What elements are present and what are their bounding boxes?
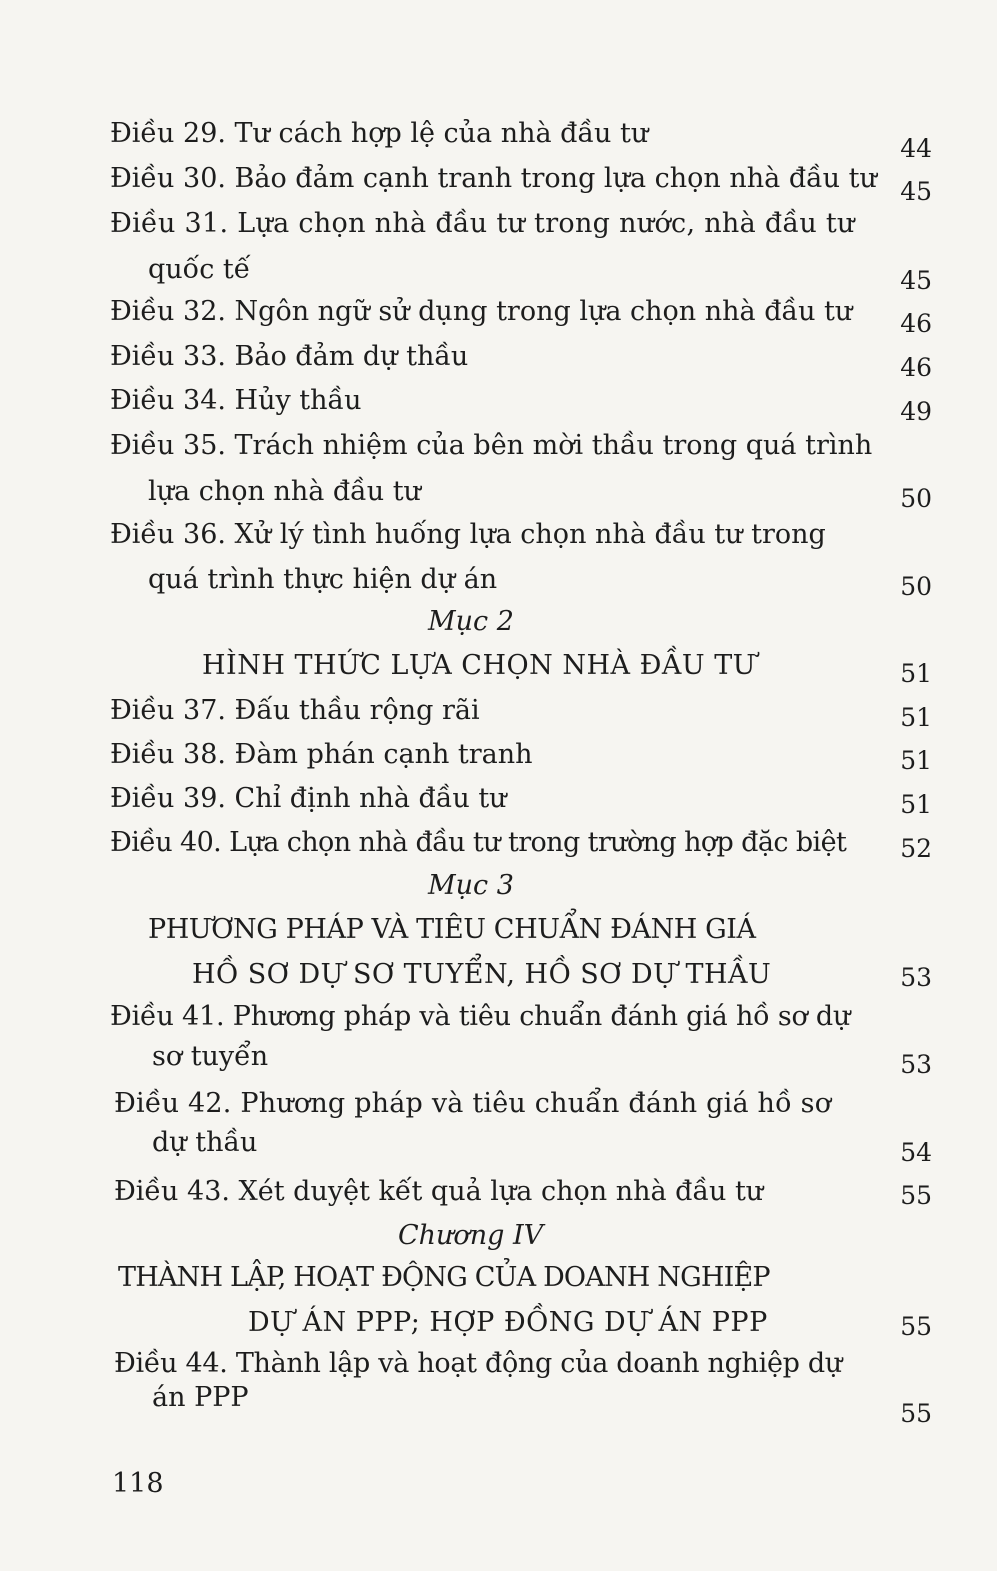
toc-entry-dieu-37: Điều 37. Đấu thầu rộng rãi <box>110 695 480 726</box>
section-title-muc-3-line1: PHƯƠNG PHÁP VÀ TIÊU CHUẨN ĐÁNH GIÁ <box>148 914 756 945</box>
toc-page-dieu-36: 50 <box>900 572 932 601</box>
toc-page-dieu-30: 45 <box>900 177 932 206</box>
toc-page-dieu-32: 46 <box>900 309 932 338</box>
toc-page-dieu-39: 51 <box>900 790 932 819</box>
toc-entry-dieu-44-cont: án PPP <box>152 1382 249 1413</box>
section-title-muc-3-line2: HỒ SƠ DỰ SƠ TUYỂN, HỒ SƠ DỰ THẦU <box>192 959 772 990</box>
toc-page-muc-2: 51 <box>900 659 932 688</box>
toc-entry-dieu-42: Điều 42. Phương pháp và tiêu chuẩn đánh giá hồ sơ <box>114 1088 832 1119</box>
toc-entry-dieu-31: Điều 31. Lựa chọn nhà đầu tư trong nước, nhà đầu tư <box>110 208 855 239</box>
toc-entry-dieu-36: Điều 36. Xử lý tình huống lựa chọn nhà đầu tư trong <box>110 519 826 550</box>
toc-page-dieu-37: 51 <box>900 703 932 732</box>
toc-entry-dieu-39: Điều 39. Chỉ định nhà đầu tư <box>110 783 507 814</box>
toc-page-dieu-42: 54 <box>900 1138 932 1167</box>
toc-page-muc-3: 53 <box>900 963 932 992</box>
chapter-label-chuong-4: Chương IV <box>398 1220 544 1251</box>
toc-page-chuong-4: 55 <box>900 1312 932 1341</box>
toc-page-dieu-44: 55 <box>900 1399 932 1428</box>
toc-entry-dieu-38: Điều 38. Đàm phán cạnh tranh <box>110 739 533 770</box>
toc-page-dieu-29: 44 <box>900 134 932 163</box>
chapter-title-chuong-4-line2: DỰ ÁN PPP; HỢP ĐỒNG DỰ ÁN PPP <box>248 1307 768 1338</box>
toc-entry-dieu-40: Điều 40. Lựa chọn nhà đầu tư trong trường hợp đặc biệt <box>110 827 847 858</box>
toc-page-dieu-31: 45 <box>900 266 932 295</box>
toc-page-dieu-33: 46 <box>900 353 932 382</box>
toc-entry-dieu-35: Điều 35. Trách nhiệm của bên mời thầu trong quá trình <box>110 430 873 461</box>
toc-entry-dieu-42-cont: dự thầu <box>152 1127 258 1158</box>
toc-page-dieu-35: 50 <box>900 484 932 513</box>
toc-entry-dieu-29: Điều 29. Tư cách hợp lệ của nhà đầu tư <box>110 118 649 149</box>
toc-page-dieu-34: 49 <box>900 397 932 426</box>
toc-entry-dieu-35-cont: lựa chọn nhà đầu tư <box>148 476 421 507</box>
toc-entry-dieu-36-cont: quá trình thực hiện dự án <box>148 564 498 595</box>
toc-entry-dieu-34: Điều 34. Hủy thầu <box>110 385 362 416</box>
section-label-muc-2: Mục 2 <box>428 606 514 637</box>
toc-page-dieu-38: 51 <box>900 746 932 775</box>
page-number: 118 <box>112 1468 164 1499</box>
toc-entry-dieu-32: Điều 32. Ngôn ngữ sử dụng trong lựa chọn nhà đầu tư <box>110 296 853 327</box>
toc-entry-dieu-33: Điều 33. Bảo đảm dự thầu <box>110 341 469 372</box>
chapter-title-chuong-4-line1: THÀNH LẬP, HOẠT ĐỘNG CỦA DOANH NGHIỆP <box>118 1262 770 1293</box>
section-label-muc-3: Mục 3 <box>428 870 514 901</box>
toc-entry-dieu-31-cont: quốc tế <box>148 254 251 285</box>
section-title-muc-2: HÌNH THỨC LỰA CHỌN NHÀ ĐẦU TƯ <box>202 650 756 681</box>
toc-page-dieu-43: 55 <box>900 1181 932 1210</box>
toc-entry-dieu-41-cont: sơ tuyển <box>152 1041 269 1072</box>
toc-page-dieu-40: 52 <box>900 834 932 863</box>
toc-entry-dieu-43: Điều 43. Xét duyệt kết quả lựa chọn nhà đầu tư <box>114 1176 764 1207</box>
toc-entry-dieu-30: Điều 30. Bảo đảm cạnh tranh trong lựa chọn nhà đầu tư <box>110 163 877 194</box>
toc-entry-dieu-41: Điều 41. Phương pháp và tiêu chuẩn đánh giá hồ sơ dự <box>110 1001 851 1032</box>
toc-entry-dieu-44: Điều 44. Thành lập và hoạt động của doanh nghiệp dự <box>114 1348 842 1379</box>
toc-page-dieu-41: 53 <box>900 1050 932 1079</box>
